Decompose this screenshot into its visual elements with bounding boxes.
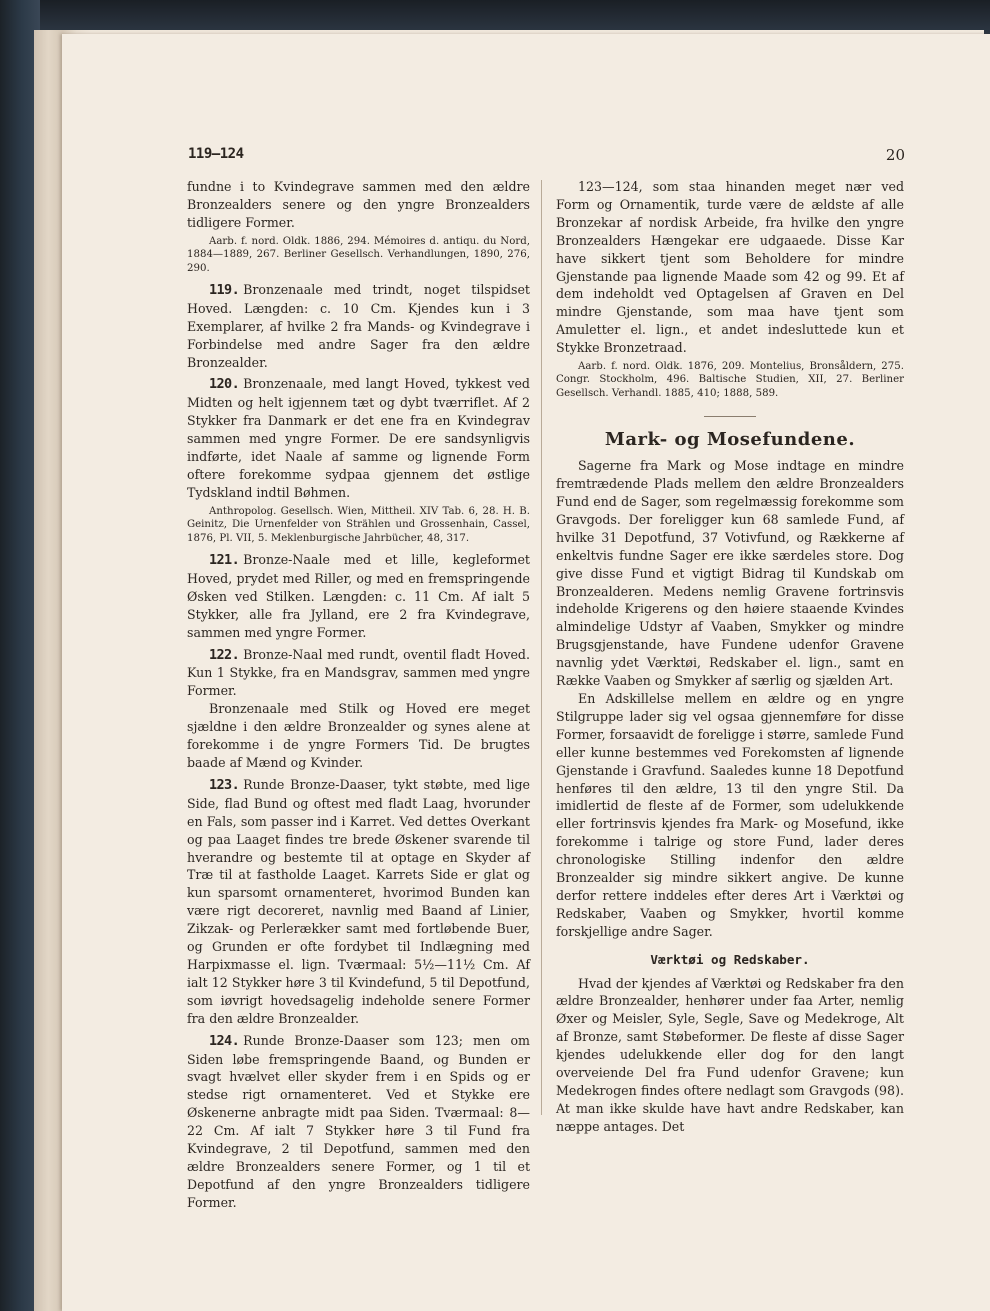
continuation-text: 123—124, som staa hinanden meget nær ved Form og Ornamentik, turde være de ældste af alle Bronzekar af nordisk Arbeide, fra hvilke den yngre Bronzealders Hængekar ere udgaaede. Disse Kar have sikkert tjent som Beholdere for mindre Gjenstande paa lignende Maade som 42 og 99. Et af dem indeholdt ved Optagelsen af Graven en Del mindre Gjenstande, som maa have tjent som Amuletter el. lign., et andet indesluttede kun et Stykke Bronzetraad.	[556, 179, 904, 356]
entry-text: Bronze-Naal med rundt, oventil fladt Hoved. Kun 1 Stykke, fra en Mandsgrav, sammen med yngre Former.	[187, 646, 530, 699]
entry-number: 120.	[209, 376, 240, 393]
entry-number: 119.	[209, 281, 240, 298]
left-column	[187, 178, 530, 1212]
entry-122-paragraph: Bronzenaale med Stilk og Hoved ere meget sjældne i den ældre Bronzealder og synes alene at forekomme i de yngre Formers Tid. De brugtes baade af Mænd og Kvinder.	[187, 701, 530, 770]
section-paragraph-1: Sagerne fra Mark og Mose indtage en mindre fremtrædende Plads mellem den ældre Bronzealders Fund end de Sager, som regelmæssig forekomme som Gravgods. Der foreligger kun 68 samlede Fund, af hvilke 31 Depotfund, 37 Votivfund, og Rækkerne af enkeltvis fundne Sager ere ikke særdeles store. Dog give disse Fund et vigtigt Bidrag til Kundskab om Bronzealderen. Medens nemlig Gravene fortrinsvis indeholde Krigerens og den høiere staaende Kvindes almindelige Udstyr af Vaaben, Smykker og mindre Brugsgjenstande, have Fundene udenfor Gravene navnlig ydet Værktøi, Redskaber el. lign., samt en Række Vaaben og Smykker af særlig og sjælden Art.	[556, 458, 904, 689]
entry-range: 119—124	[188, 146, 244, 162]
intro-text: fundne i to Kvindegrave sammen med den ældre Bronzealders senere og den yngre Bronzealders tidligere Former.	[187, 179, 530, 230]
subsection-paragraph: Hvad der kjendes af Værktøi og Redskaber fra den ældre Bronzealder, henhører under faa Arter, nemlig Øxer og Meisler, Syle, Segle, Save og Medekroge, Alt af Bronze, samt Støbeformer. De fleste af disse Sager kjendes udelukkende eller dog for den langt overveiende Del fra Fund udenfor Gravene; kun Medekrogen findes oftere nedlagt som Gravgods (98). At man ikke skulde have havt andre Redskaber, kan næppe antages. Det	[556, 975, 904, 1134]
subsection-title: Værktøi og Redskaber.	[650, 951, 810, 967]
entry-text: Runde Bronze-Daaser som 123; men om Siden løbe fremspringende Baand, og Bunden er svagt hvælvet eller skyder frem i en Spids og er stedse rigt ornamenteret. Ved et Stykke ere Øskenerne anbragte midt paa Siden. Tværmaal: 8—22 Cm. Af ialt 7 Stykker høre 3 til Fund fra Kvindegrave, 2 til Depotfund, sammen med den ældre Bronzealders senere Former, og 1 til et Depotfund af den yngre Bronzealders tidligere Former.	[187, 1032, 530, 1210]
entry-number: 122.	[209, 646, 240, 663]
section-divider	[704, 416, 756, 417]
entry-text: Runde Bronze-Daaser, tykt støbte, med lige Side, flad Bund og oftest med fladt Laag, hvorunder en Fals, som passer ind i Karret. Ved dettes Overkant og paa Laaget findes tre brede Øskener svarende til hverandre og bestemte til at optage en Skyder af Træ til at fastholde Laaget. Karrets Side er glat og kun sparsomt ornamenteret, hvorimod Bunden kan være rigt decoreret, navnlig med Baand af Linier, Zikzak- og Perlerækker samt med fortløbende Buer, og Grunden er ofte fordybet til Indlægning med Harpixmasse el. lign. Tværmaal: 5½—11½ Cm. Af ialt 12 Stykker høre 3 til Kvindefund, 5 til Depotfund, som iøvrigt hovedsagelig indeholde senere Former fra den ældre Bronzealder.	[187, 776, 530, 1026]
right-column	[556, 178, 904, 1136]
entry-number: 123.	[209, 776, 240, 793]
entry-124	[187, 1032, 530, 1212]
entry-121	[187, 551, 530, 642]
running-head	[188, 146, 905, 166]
column-rule	[541, 180, 542, 1115]
entry-123	[187, 776, 530, 1028]
entry-120-reference: Anthropolog. Gesellsch. Wien, Mittheil. XIV Tab. 6, 28. H. B. Geinitz, Die Urnenfelder von Strählen und Grossenhain, Cassel, 1876, Pl. VII, 5. Meklenburgische Jahrbücher, 48, 317.	[187, 505, 530, 544]
entry-122	[187, 646, 530, 701]
entry-120	[187, 375, 530, 501]
entry-number: 121.	[209, 552, 240, 569]
entry-text: Bronzenaale med trindt, noget tilspidset Hoved. Længden: c. 10 Cm. Kjendes kun i 3 Exemplarer, af hvilke 2 fra Mands- og Kvindegrave i Forbindelse med andre Sager fra den ældre Bronzealder.	[187, 281, 530, 370]
page-number: 20	[885, 146, 905, 164]
entry-text: Bronzenaale, med langt Hoved, tykkest ved Midten og helt igjennem tæt og dybt tværriflet. Af 2 Stykker fra Danmark er det ene fra en Kvindegrav sammen med yngre Former. De ere sandsynligvis indførte, idet Naale af samme og lignende Form oftere forekomme sydpaa gjennem det østlige Tydskland indtil Bøhmen.	[187, 376, 530, 500]
section-paragraph-2: En Adskillelse mellem en ældre og en yngre Stilgruppe lader sig vel ogsaa gjennemføre for disse Former, forsaavidt de foreligge i større, samlede Fund eller kunne bestemmes ved Forekomsten af lignende Gjenstande i Gravfund. Saaledes kunne 18 Depotfund henføres til den ældre, 13 til den yngre Stil. Da imidlertid de fleste af de Former, som udelukkende eller fortrinsvis kjendes fra Mark- og Mosefund, ikke forekomme i talrige og store Fund, lader deres chronologiske Stilling indenfor den ældre Bronzealder sig mindre sikkert angive. De kunne derfor rettere inddeles efter deres Art i Værktøi og Redskaber, Vaaben og Smykker, hvortil komme forskjellige andre Sager.	[556, 690, 904, 939]
entry-119	[187, 281, 530, 372]
continuation-reference: Aarb. f. nord. Oldk. 1876, 209. Montelius, Bronsåldern, 275. Congr. Stockholm, 496. Baltische Studien, XII, 27. Berliner Gesellsch. Verhandl. 1885, 410; 1888, 589.	[556, 361, 904, 399]
intro-reference: Aarb. f. nord. Oldk. 1886, 294. Mémoires d. antiqu. du Nord, 1884—1889, 267. Berliner Gesellsch. Verhandlungen, 1890, 276, 290.	[187, 235, 530, 274]
section-title: Mark- og Mosefundene.	[604, 429, 856, 451]
entry-number: 124.	[209, 1032, 240, 1049]
entry-text: Bronze-Naale med et lille, kegleformet Hoved, prydet med Riller, og med en fremspringende Øsken ved Stilken. Længden: c. 11 Cm. Af ialt 5 Stykker, alle fra Jylland, ere 2 fra Kvindegrave, sammen med yngre Former.	[187, 552, 530, 640]
